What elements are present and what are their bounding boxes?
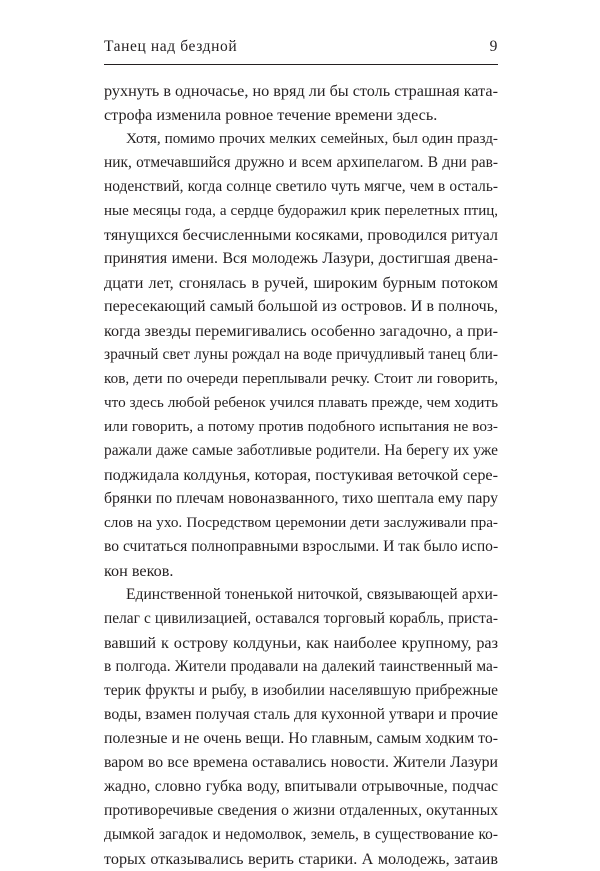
header-rule — [104, 64, 498, 65]
text-line: ражали даже самые заботливые родители. На берегу их уже — [104, 442, 498, 459]
text-line: пересекающий самый большой из островов. И в полночь, — [104, 298, 498, 315]
text-line: ник, отмечавшийся дружно и всем архипелагом. В дни рав- — [104, 154, 498, 171]
text-line: дымкой загадок и недомолвок, земель, в существование ко- — [104, 826, 498, 843]
page-number: 9 — [489, 38, 498, 55]
text-line: принятия имени. Вся молодежь Лазури, достигшая двена- — [104, 250, 498, 267]
text-line: ков, дети по очереди переплывали речку. Стоит ли говорить, — [104, 370, 498, 387]
text-line: Хотя, помимо прочих мелких семейных, был один празд- — [126, 130, 498, 147]
text-line: жадно, словно губка воду, впитывали отрывочные, подчас — [104, 778, 498, 795]
text-line: зрачный свет луны рождал на воде причудливый танец бли- — [104, 346, 498, 363]
text-line: брянки по плечам новоназванного, тихо шептала ему пару — [104, 490, 498, 507]
text-line: в полгода. Жители продавали на далекий таинственный ма- — [104, 658, 498, 675]
text-line: тянущихся бесчисленными косяками, проводился ритуал — [104, 226, 498, 244]
text-line: слов на ухо. Посредством церемонии дети заслуживали пра- — [104, 514, 498, 531]
text-line: кон веков. — [104, 562, 174, 580]
text-line: рухнуть в одночасье, но вряд ли бы столь страшная ката- — [104, 82, 498, 100]
running-head — [104, 38, 498, 62]
text-line: ные месяцы года, а сердце будоражил крик перелетных птиц, — [104, 203, 498, 219]
text-line: строфа изменила ровное течение времени здесь. — [104, 106, 438, 124]
running-title: Танец над бездной — [104, 38, 238, 55]
text-line: во считаться полноправными взрослыми. И так было испо- — [104, 538, 499, 555]
text-line: полезные и не очень вещи. Но главным, самым ходким то- — [104, 730, 498, 747]
text-line: ноденствий, когда солнце светило чуть мягче, чем в осталь- — [104, 178, 498, 195]
text-line: поджидала колдунья, которая, постукивая веточкой сере- — [104, 466, 498, 484]
text-line: дцати лет, сгонялась в ручей, широким бурным потоком — [104, 274, 498, 292]
text-line: пелаг с цивилизацией, оставался торговый корабль, приста- — [104, 610, 498, 627]
text-line: варом во все времена оставались новости. Жители Лазури — [104, 754, 498, 771]
text-line: противоречивые сведения о жизни отдаленных, окутанных — [104, 802, 498, 819]
text-line: или говорить, а потому против подобного испытания не воз- — [104, 418, 498, 435]
text-line: терик фрукты и рыбу, в изобилии населявшую прибрежные — [104, 682, 498, 699]
text-line: торых отказывались верить старики. А молодежь, затаив — [104, 850, 498, 868]
body-text — [104, 79, 498, 871]
text-line: вавший к острову колдуньи, как наиболее крупному, раз — [104, 634, 498, 652]
text-line: Единственной тоненькой ниточкой, связывающей архи- — [126, 586, 498, 603]
text-line: что здесь любой ребенок учился плавать прежде, чем ходить — [104, 394, 498, 411]
text-line: когда звезды перемигивались особенно загадочно, а при- — [104, 322, 498, 340]
text-line: воды, взамен получая сталь для кухонной утвари и прочие — [104, 706, 498, 723]
